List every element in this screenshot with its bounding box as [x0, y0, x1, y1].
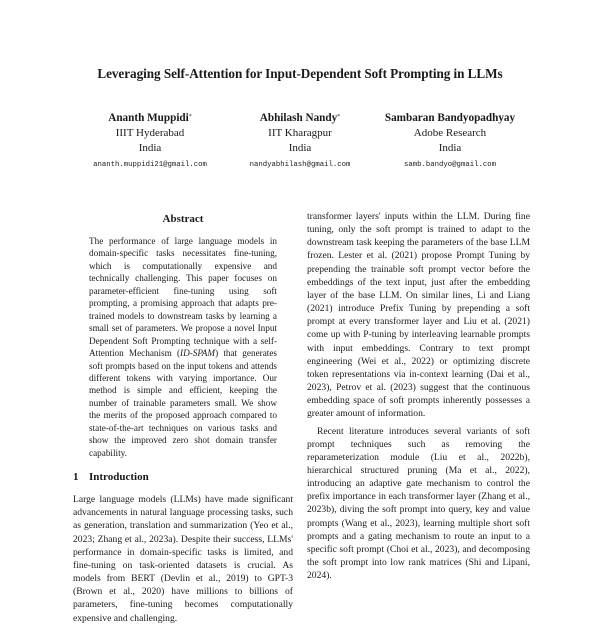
author-email: ananth.muppidi21@gmail.com: [93, 161, 207, 169]
author-block: [0, 111, 600, 171]
right-column: [307, 210, 530, 582]
left-column: [73, 210, 293, 625]
author-email: nandyabhilash@gmail.com: [249, 161, 351, 169]
abstract-text: The performance of large language models in domain-specific tasks necessitates fine-tuning, which is computationally expensive and technically challenging. This paper focuses on parameter-efficient fine-tuning using soft prompting, a promising approach that adapts pre-trained models to downstream tasks by learning a small set of parameters. We propose a novel Input Dependent Soft Prompting technique with a self-Attention Mechanism (ID-SPAM) that generates soft prompts based on the input tokens and attends different tokens with varying importance. Our method is simple and efficient, keeping the number of trainable parameters small. We show the merits of the proposed approach compared to state-of-the-art techniques on various tasks and show the improved zero shot domain transfer capability.: [89, 236, 277, 458]
section-heading-introduction: 1 Introduction: [73, 471, 149, 484]
method-acronym: ID-SPAM: [180, 348, 216, 359]
author-affiliation: IIIT Hyderabad: [115, 127, 185, 139]
equal-contribution-mark: *: [188, 114, 192, 120]
body-paragraph-1: transformer layers' inputs within the LLM. During fine tuning, only the soft prompt is trained to adapt to the downstream task keeping the parameters of the base LLM frozen. Lester et al. (2021) propose Prompt Tuning by prepending the trainable soft prompt vector before the embeddings of the text input, just after the embedding layer of the base LLM. On similar lines, Li and Liang (2021) introduce Prefix Tuning by prepending a soft prompt at every transformer layer and Liu et al. (2021) come up with P-tuning by interleaving learnable prompts with input embeddings. Contrary to text prompt engineering (Wei et al., 2022) or optimizing discrete token representations via in-context learning (Dai et al., 2023), Petrov et al. (2023) suggest that the continuous embedding space of soft prompts inherently possesses a greater amount of information.: [307, 211, 530, 420]
author-country: India: [288, 142, 312, 154]
equal-contribution-mark: *: [337, 114, 341, 120]
author-affiliation: Adobe Research: [413, 127, 487, 139]
abstract-heading: Abstract: [162, 213, 204, 225]
body-paragraph-2: Recent literature introduces several variants of soft prompt techniques such as removing the reparameterization module (Liu et al., 2022b), hierarchical structured pruning (Ma et al., 2022), introducing an adaptive gate mechanism to control the prefix importance in each transformer layer (Zhang et al., 2023b), diving the soft prompt into query, key and value prompts (Wang et al., 2023), learning multiple short soft prompts and a gating mechanism to route an input to a specific soft prompt (Choi et al., 2023), and decomposing the soft prompt into low rank matrices (Shi and Lipani, 2024).: [307, 425, 530, 582]
author-name: Ananth Muppidi*: [108, 112, 192, 124]
author-name: Sambaran Bandyopadhyay: [384, 112, 516, 124]
author-name: Abhilash Nandy*: [259, 112, 341, 124]
author-3: [350, 111, 550, 171]
author-affiliation: IIT Kharagpur: [268, 127, 332, 139]
introduction-paragraph: Large language models (LLMs) have made significant advancements in natural language processing tasks, such as generation, translation and summarization (Yeo et al., 2023; Zhang et al., 2023a). Despite their success, LLMs' performance in domain-specific tasks is limited, and fine-tuning on task-oriented datasets is crucial. As models from BERT (Devlin et al., 2019) to GPT-3 (Brown et al., 2020) have millions to billions of parameters, fine-tuning becomes computationally expensive and challenging.: [73, 494, 293, 624]
author-country: India: [438, 142, 462, 154]
paper-title: Leveraging Self-Attention for Input-Dependent Soft Prompting in LLMs: [97, 66, 503, 81]
author-email: samb.bandyo@gmail.com: [404, 161, 496, 169]
section-number: 1: [73, 471, 79, 484]
author-country: India: [138, 142, 162, 154]
